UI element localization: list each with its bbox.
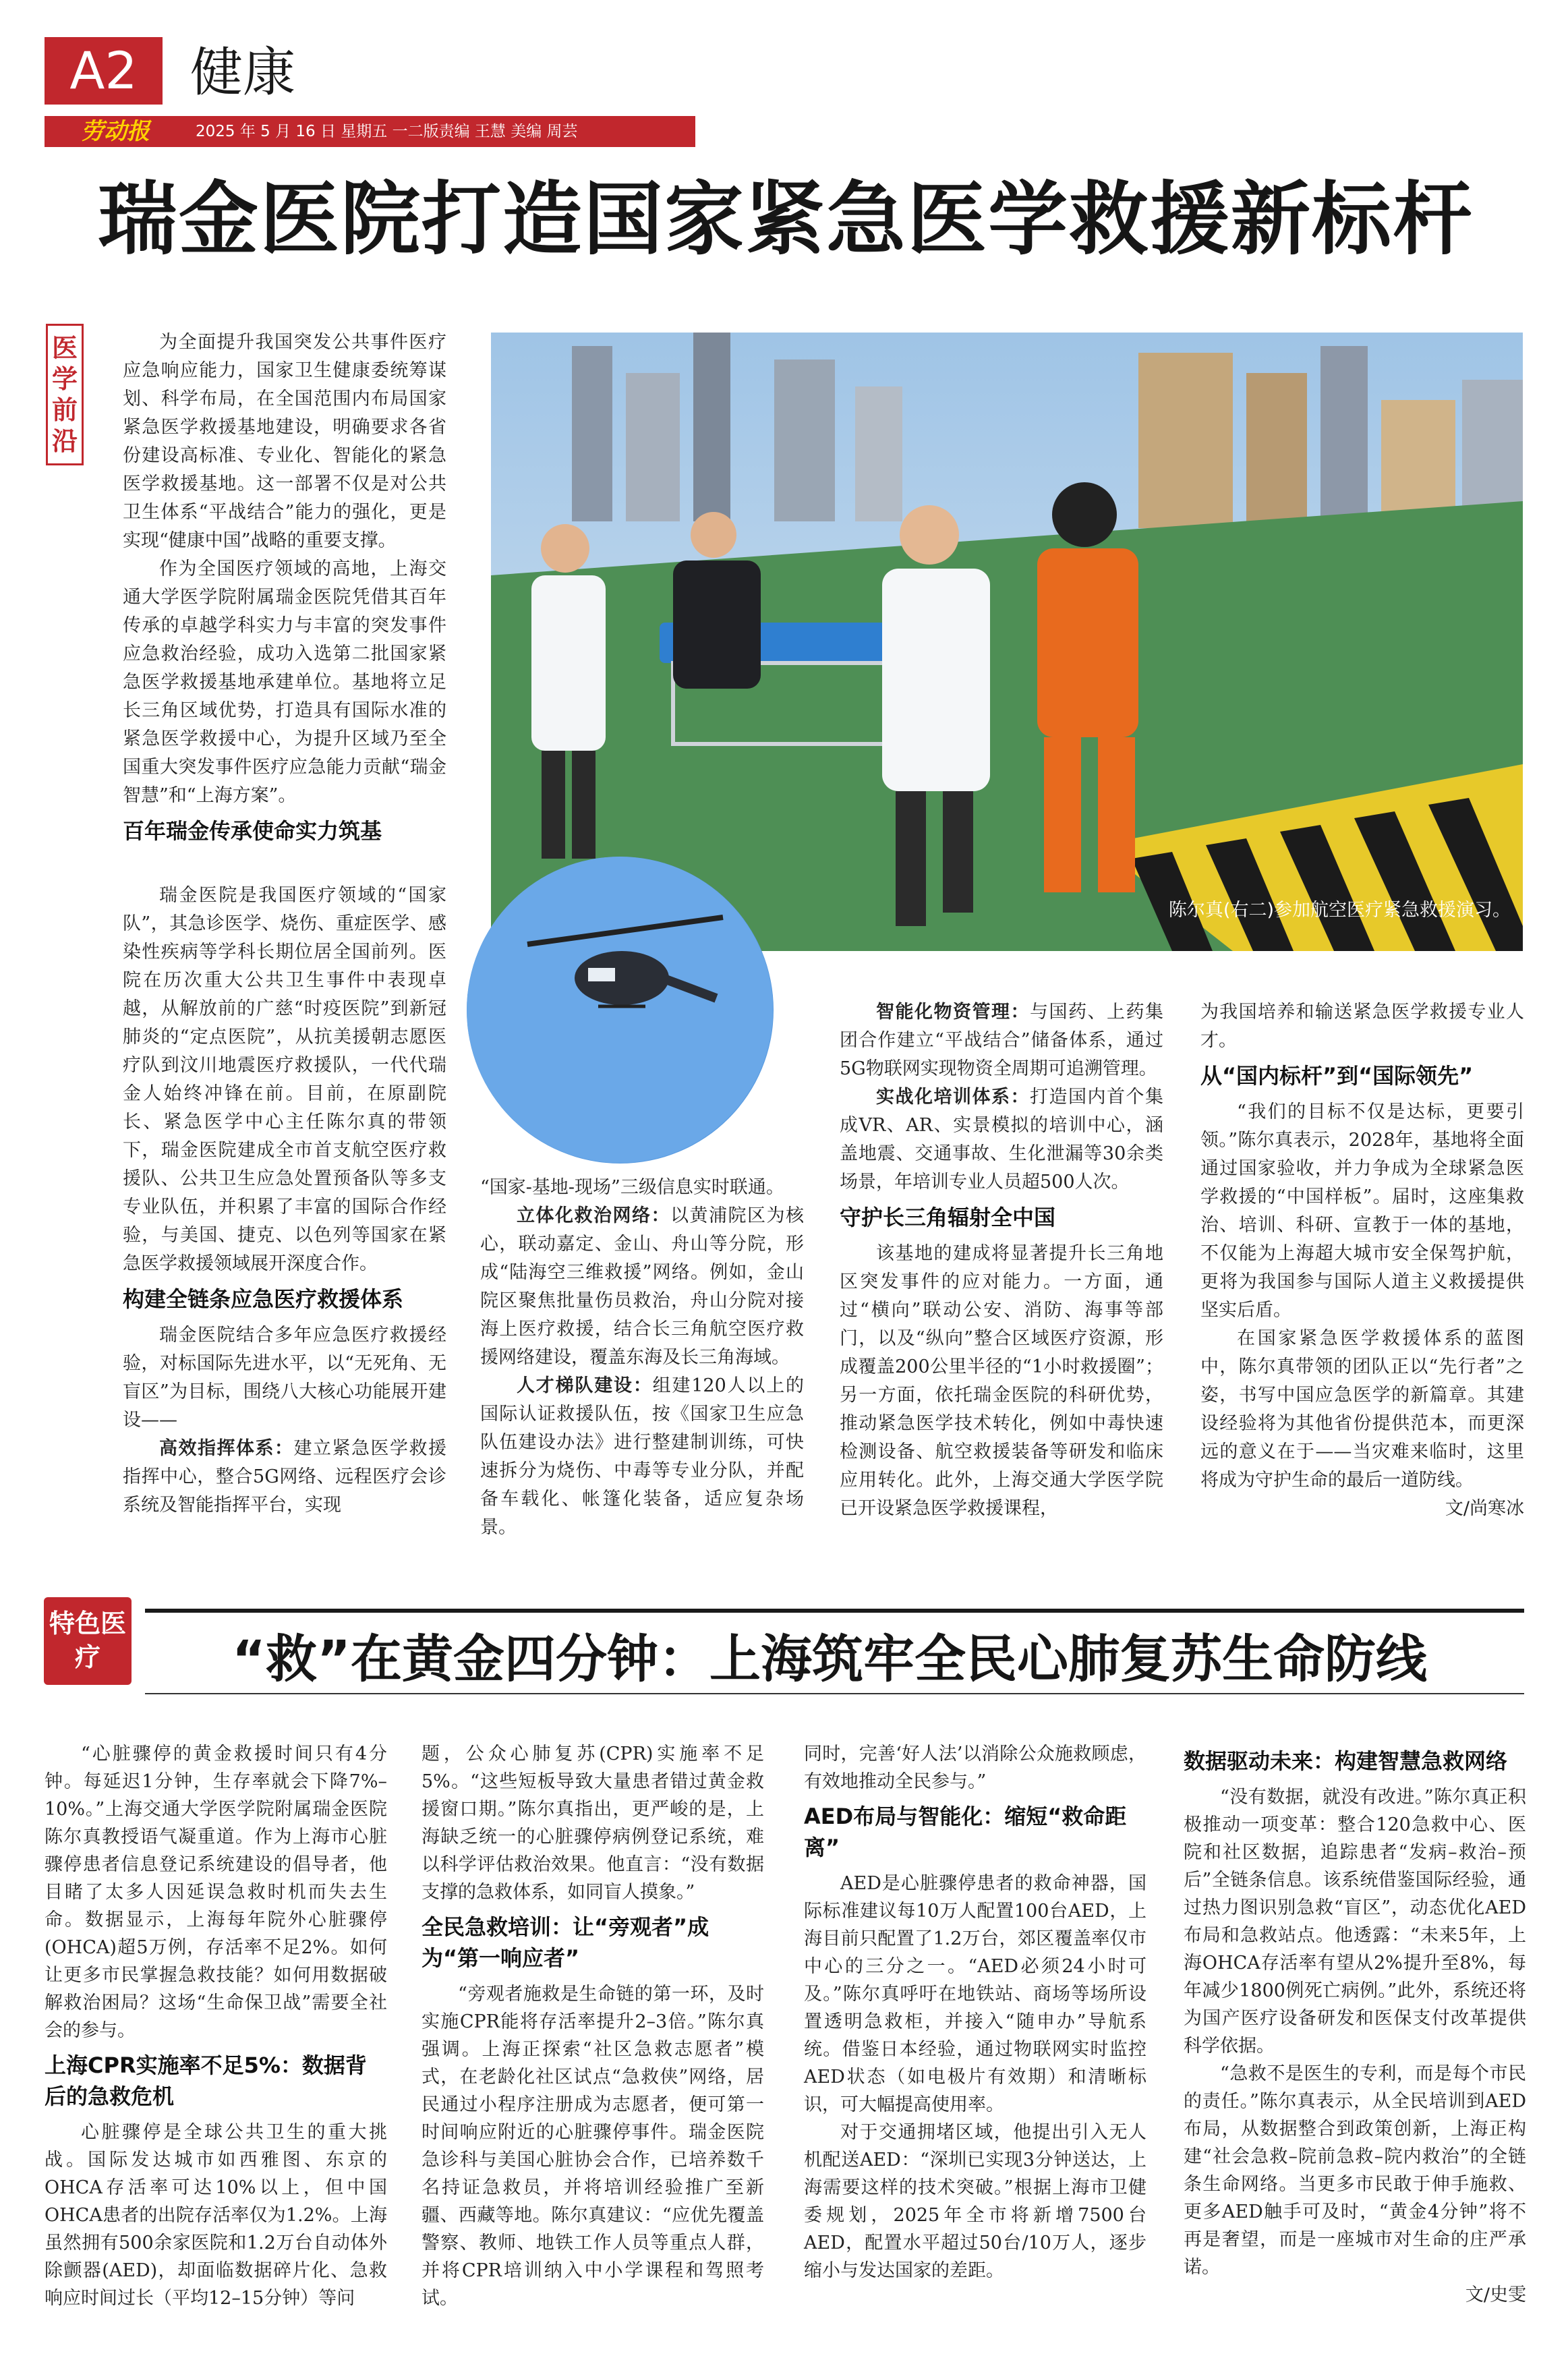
- article2-col1: [45, 1740, 387, 2312]
- lead-in: 智能化物资管理：: [876, 1002, 1030, 1023]
- subheading: 百年瑞金传承使命实力筑基: [123, 818, 382, 844]
- paragraph: AED是心脏骤停患者的救命神器，国际标准建议每10万人配置100台AED，上海目前只配置了1.2万台，郊区覆盖率仅市中心的三分之一。“AED必须24小时可及。”陈尔真呼吁在地铁站、商场等场所设置透明急救柜，并接入“随申办”导航系统。借鉴日本经验，通过物联网实时监控AED状态（如电极片有效期）和清晰标识，可大幅提高使用率。: [804, 1873, 1146, 2115]
- paragraph-text: 以黄浦院区为核心，联动嘉定、金山、舟山等分院，形成“陆海空三维救援”网络。例如，金山院区聚焦批量伤员救治，舟山分院对接海上医疗救援，结合长三角航空医疗救援网络建设，覆盖东海及长三角海域。: [480, 1205, 804, 1368]
- subheading: 构建全链条应急医疗救援体系: [123, 1286, 404, 1312]
- article2-col2: [422, 1740, 764, 2312]
- paragraph: 作为全国医疗领域的高地，上海交通大学医学院附属瑞金医院凭借其百年传承的卓越学科实力与丰富的突发事件应急救治经验，成功入选第二批国家紧急医学救援基地承建单位。基地将立足长三角区域优势，打造具有国际水准的紧急医学救援中心，为提升区域乃至全国重大突发事件医疗应急能力贡献“瑞金智慧”和“上海方案”。: [123, 558, 446, 806]
- paragraph: [840, 998, 1163, 1083]
- photo-caption: 陈尔真(右二)参加航空医疗紧急救援演习。: [1168, 900, 1511, 921]
- paragraph-text: 建立紧急医学救援指挥中心，整合5G网络、远程医疗会诊系统及智能指挥平台，实现: [123, 1438, 446, 1516]
- section-divider-thin: [145, 1693, 1524, 1694]
- lead-in: 实战化培训体系：: [876, 1087, 1030, 1108]
- paragraph: 在国家紧急医学救援体系的蓝图中，陈尔真带领的团队正以“先行者”之姿，书写中国应急医学的新篇章。其建设经验将为其他省份提供范本，而更深远的意义在于——当灾难来临时，这里将成为守护生命的最后一道防线。: [1200, 1328, 1524, 1491]
- helicopter-illustration: [467, 857, 774, 1163]
- article1-col4: [1200, 998, 1524, 1523]
- article1-col1: [123, 328, 446, 853]
- paragraph: “急救不是医生的专利，而是每个市民的责任。”陈尔真表示，从全民培训到AED布局，从数据整合到政策创新，上海正构建“社会急救–院前急救–院内救治”的全链条生命网络。当更多市民敢于伸手施救、更多AED触手可及时，“黄金4分钟”将不再是奢望，而是一座城市对生命的庄严承诺。: [1184, 2063, 1526, 2278]
- paragraph: “没有数据，就没有改进。”陈尔真正积极推动一项变革：整合120急救中心、医院和社区数据，追踪患者“发病–救治–预后”全链条信息。该系统借鉴国际经验，通过热力图识别急救“盲区”，动态优化AED布局和急救站点。他透露：“未来5年，上海OHCA存活率有望从2%提升至8%，每年减少1800例死亡病例。”此外，系统还将为国产医疗设备研发和医保支付改革提供科学依据。: [1184, 1787, 1526, 2057]
- paragraph: “我们的目标不仅是达标，更要引领。”陈尔真表示，2028年，基地将全面通过国家验收，并力争成为全球紧急医学救援的“中国样板”。届时，这座集救治、培训、科研、宣教于一体的基地，不仅能为上海超大城市安全保驾护航，更将为我国参与国际人道主义救援提供坚实后盾。: [1200, 1101, 1524, 1321]
- paragraph-text: 打造国内首个集成VR、AR、实景模拟的培训中心，涵盖地震、交通事故、生化泄漏等30余类场景，年培训专业人员超500人次。: [840, 1087, 1163, 1193]
- paragraph: 同时，完善‘好人法’以消除公众施救顾虑，有效地推动全民参与。”: [804, 1744, 1146, 1792]
- paragraph: 对于交通拥堵区域，他提出引入无人机配送AED：“深圳已实现3分钟送达，上海需要这样的技术突破。”根据上海市卫健委规划，2025年全市将新增7500台AED，配置水平超过50台/10万人，逐步缩小与发达国家的差距。: [804, 2122, 1146, 2281]
- paragraph: “心脏骤停的黄金救援时间只有4分钟。每延迟1分钟，生存率就会下降7%–10%。”上海交通大学医学院附属瑞金医院陈尔真教授语气凝重道。作为上海市心脏骤停患者信息登记系统建设的倡导者，他目睹了太多人因延误急救时机而失去生命。数据显示，上海每年院外心脏骤停(OHCA)超5万例，存活率不足2%。如何让更多市民掌握急救技能？如何用数据破解救治困局？这场“生命保卫战”需要全社会的参与。: [45, 1744, 387, 2041]
- dateline: 2025 年 5 月 16 日 星期五 一二版责编 王慧 美编 周芸: [186, 116, 695, 147]
- article1-byline: 文/尚寒冰: [1445, 1498, 1524, 1519]
- masthead-logo: 劳动报: [45, 116, 186, 147]
- subheading: AED布局与智能化：缩短“救命距离”: [804, 1804, 1127, 1860]
- paragraph: [480, 1372, 804, 1542]
- paragraph: 瑞金医院结合多年应急医疗救援经验，对标国际先进水平，以“无死角、无盲区”为目标，围绕八大核心功能展开建设——: [123, 1325, 446, 1431]
- section-title: 健康: [190, 42, 296, 103]
- subheading: 守护长三角辐射全中国: [840, 1205, 1056, 1230]
- paragraph: [123, 1435, 446, 1520]
- subheading: 从“国内标杆”到“国际领先”: [1200, 1063, 1474, 1089]
- article2-col4: [1184, 1740, 1526, 2309]
- article2-headline: “救”在黄金四分钟：上海筑牢全民心肺复苏生命防线: [232, 1629, 1427, 1689]
- paragraph-text: 组建120人以上的国际认证救援队伍，按《国家卫生应急队伍建设办法》进行整建制训练，可快速拆分为烧伤、中毒等专业分队，并配备车载化、帐篷化装备，适应复杂场景。: [480, 1375, 804, 1538]
- article1-headline: 瑞金医院打造国家紧急医学救援新标杆: [97, 173, 1474, 266]
- lead-in: 高效指挥体系：: [159, 1438, 294, 1459]
- article1-col1b: [123, 882, 446, 1520]
- paragraph: 瑞金医院是我国医疗领域的“国家队”，其急诊医学、烧伤、重症医学、感染性疾病等学科长期位居全国前列。医院在历次重大公共卫生事件中表现卓越，从解放前的广慈“时疫医院”到新冠肺炎的“定点医院”，从抗美援朝志愿医疗队到汶川地震医疗救援队，一代代瑞金人始终冲锋在前。目前，在原副院长、紧急医学中心主任陈尔真的带领下，瑞金医院建成全市首支航空医疗救援队、公共卫生应急处置预备队等多支专业队伍，并积累了丰富的国际合作经验，与美国、捷克、以色列等国家在紧急医学救援领域展开深度合作。: [123, 885, 446, 1274]
- paragraph: 该基地的建成将显著提升长三角地区突发事件的应对能力。一方面，通过“横向”联动公安、消防、海事等部门，以及“纵向”整合区域医疗资源，形成覆盖200公里半径的“1小时救援圈”；另一方面，依托瑞金医院的科研优势，推动紧急医学技术转化，例如中毒快速检测设备、航空救援装备等研发和临床应用转化。此外，上海交通大学医学院已开设紧急医学救援课程，: [840, 1243, 1163, 1519]
- article1-column-label: 医学前沿: [46, 324, 84, 465]
- article1-col3: [840, 998, 1163, 1523]
- subheading: 全民急救培训：让“旁观者”成为“第一响应者”: [422, 1914, 709, 1971]
- paragraph: [480, 1202, 804, 1372]
- paragraph: [840, 1083, 1163, 1197]
- article2-col3: [804, 1740, 1146, 2285]
- page-number: A2: [45, 37, 163, 105]
- helicopter-photo: [467, 857, 774, 1163]
- article2-column-label: 特色医疗: [44, 1597, 132, 1685]
- paragraph: 为我国培养和输送紧急医学救援专业人才。: [1200, 1002, 1524, 1051]
- lead-in: 人才梯队建设：: [517, 1375, 653, 1396]
- paragraph: 心脏骤停是全球公共卫生的重大挑战。国际发达城市如西雅图、东京的OHCA存活率可达10%以上，但中国OHCA患者的出院存活率仅为1.2%。上海虽然拥有500余家医院和1.2万台自动体外除颤器(AED)，却面临数据碎片化、急救响应时间过长（平均12–15分钟）等问: [45, 2122, 387, 2309]
- paragraph: “国家-基地-现场”三级信息实时联通。: [480, 1177, 784, 1198]
- section-divider: [145, 1609, 1524, 1613]
- paragraph: 题，公众心肺复苏(CPR)实施率不足5%。“这些短板导致大量患者错过黄金救援窗口期。”陈尔真指出，更严峻的是，上海缺乏统一的心脏骤停病例登记系统，难以科学评估救治效果。他直言：“没有数据支撑的急救体系，如同盲人摸象。”: [422, 1744, 764, 1903]
- paragraph-text: 与国药、上药集团合作建立“平战结合”储备体系，通过5G物联网实现物资全周期可追溯管理。: [840, 1002, 1163, 1079]
- article1-col2: [480, 1174, 804, 1542]
- lead-in: 立体化救治网络：: [517, 1205, 670, 1226]
- paragraph: “旁观者施救是生命链的第一环，及时实施CPR能将存活率提升2–3倍。”陈尔真强调。上海正探索“社区急救志愿者”模式，在老龄化社区试点“急救侠”网络，居民通过小程序注册成为志愿者，便可第一时间响应附近的心脏骤停事件。瑞金医院急诊科与美国心脏协会合作，已培养数千名持证急救员，并将培训经验推广至新疆、西藏等地。陈尔真建议：“应优先覆盖警察、教师、地铁工作人员等重点人群，并将CPR培训纳入中小学课程和驾照考试。: [422, 1984, 764, 2309]
- subheading: 数据驱动未来：构建智慧急救网络: [1184, 1748, 1508, 1774]
- paragraph: 为全面提升我国突发公共事件医疗应急响应能力，国家卫生健康委统筹谋划、科学布局，在全国范围内布局国家紧急医学救援基地建设，明确要求各省份建设高标准、专业化、智能化的紧急医学救援基地。这一部署不仅是对公共卫生体系“平战结合”能力的强化，更是实现“健康中国”战略的重要支撑。: [123, 332, 446, 551]
- subheading: 上海CPR实施率不足5%：数据背后的急救危机: [45, 2052, 367, 2109]
- article2-byline: 文/史雯: [1465, 2285, 1526, 2305]
